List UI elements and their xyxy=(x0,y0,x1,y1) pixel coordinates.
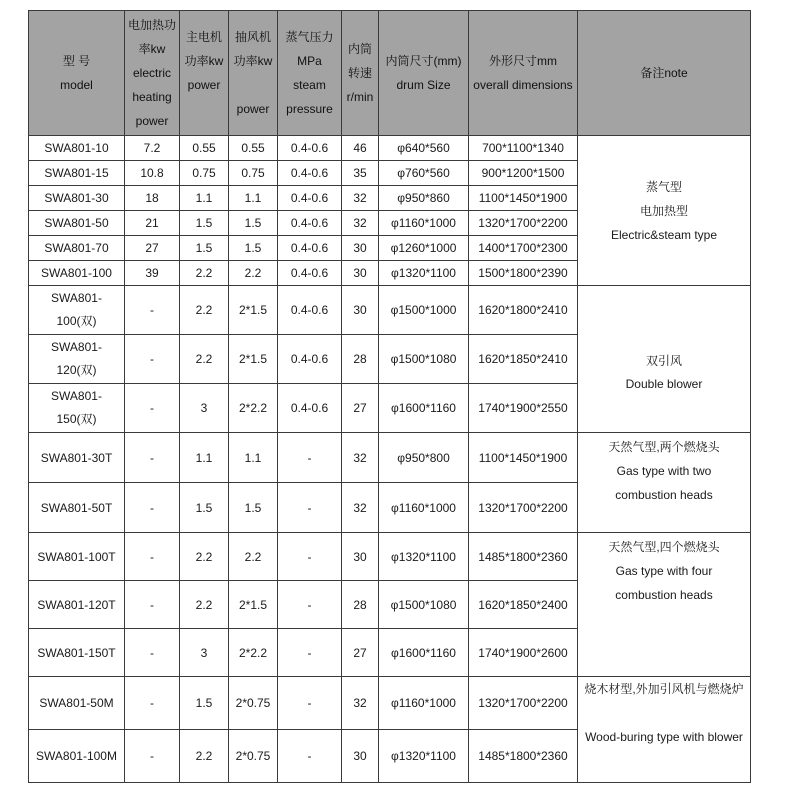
cell-steam: 0.4-0.6 xyxy=(278,186,342,211)
cell-model: SWA801-50 xyxy=(29,211,125,236)
cell-fan: 0.75 xyxy=(229,161,278,186)
cell-dims: 1100*1450*1900 xyxy=(469,186,578,211)
cell-steam: 0.4-0.6 xyxy=(278,286,342,335)
cell-steam: - xyxy=(278,581,342,629)
cell-dims: 1620*1850*2400 xyxy=(469,581,578,629)
cell-dims: 1485*1800*2360 xyxy=(469,730,578,783)
table-row xyxy=(29,286,751,335)
cell-motor: 2.2 xyxy=(180,581,229,629)
cell-heat: 7.2 xyxy=(125,136,180,161)
cell-motor: 3 xyxy=(180,629,229,677)
cell-heat: 27 xyxy=(125,236,180,261)
cell-steam: 0.4-0.6 xyxy=(278,161,342,186)
cell-fan: 1.5 xyxy=(229,211,278,236)
cell-motor: 2.2 xyxy=(180,730,229,783)
cell-motor: 1.5 xyxy=(180,483,229,533)
note-gas-four-heads: 天然气型,四个燃烧头 Gas type with four combustion heads xyxy=(578,533,751,677)
cell-motor: 2.2 xyxy=(180,286,229,335)
cell-drum: φ1600*1160 xyxy=(379,629,469,677)
cell-speed: 30 xyxy=(342,261,379,286)
cell-speed: 35 xyxy=(342,161,379,186)
cell-fan: 2*0.75 xyxy=(229,677,278,730)
cell-heat: 21 xyxy=(125,211,180,236)
cell-dims: 1400*1700*2300 xyxy=(469,236,578,261)
table-row xyxy=(29,433,751,483)
cell-model: SWA801-15 xyxy=(29,161,125,186)
cell-heat: - xyxy=(125,730,180,783)
cell-fan: 1.1 xyxy=(229,433,278,483)
cell-speed: 32 xyxy=(342,211,379,236)
cell-drum: φ950*800 xyxy=(379,433,469,483)
cell-speed: 30 xyxy=(342,236,379,261)
cell-fan: 2*0.75 xyxy=(229,730,278,783)
cell-motor: 1.1 xyxy=(180,186,229,211)
cell-drum: φ640*560 xyxy=(379,136,469,161)
cell-heat: - xyxy=(125,483,180,533)
cell-dims: 1620*1850*2410 xyxy=(469,335,578,384)
header-heating-power: 电加热功 率kw electric heating power xyxy=(125,11,180,136)
cell-model: SWA801- 100(双) xyxy=(29,286,125,335)
cell-heat: - xyxy=(125,335,180,384)
cell-drum: φ1600*1160 xyxy=(379,384,469,433)
cell-model: SWA801-10 xyxy=(29,136,125,161)
cell-speed: 32 xyxy=(342,677,379,730)
cell-model: SWA801-50T xyxy=(29,483,125,533)
cell-steam: 0.4-0.6 xyxy=(278,261,342,286)
cell-model: SWA801-100 xyxy=(29,261,125,286)
cell-drum: φ1160*1000 xyxy=(379,483,469,533)
cell-dims: 1485*1800*2360 xyxy=(469,533,578,581)
cell-heat: - xyxy=(125,433,180,483)
spec-table xyxy=(28,10,751,783)
header-drum-speed: 内筒 转速 r/min xyxy=(342,11,379,136)
cell-heat: - xyxy=(125,286,180,335)
cell-heat: - xyxy=(125,384,180,433)
cell-steam: 0.4-0.6 xyxy=(278,236,342,261)
cell-model: SWA801-150T xyxy=(29,629,125,677)
cell-speed: 30 xyxy=(342,730,379,783)
cell-model: SWA801-30T xyxy=(29,433,125,483)
cell-steam: - xyxy=(278,483,342,533)
cell-fan: 2*2.2 xyxy=(229,384,278,433)
cell-drum: φ950*860 xyxy=(379,186,469,211)
cell-drum: φ1160*1000 xyxy=(379,677,469,730)
note-electric-steam: 蒸气型 电加热型 Electric&steam type xyxy=(578,136,751,286)
cell-motor: 3 xyxy=(180,384,229,433)
cell-heat: - xyxy=(125,629,180,677)
cell-heat: 10.8 xyxy=(125,161,180,186)
cell-model: SWA801-120T xyxy=(29,581,125,629)
cell-dims: 1620*1800*2410 xyxy=(469,286,578,335)
cell-steam: - xyxy=(278,730,342,783)
cell-dims: 1320*1700*2200 xyxy=(469,483,578,533)
header-steam-pressure: 蒸气压力 MPa steam pressure xyxy=(278,11,342,136)
cell-drum: φ1320*1100 xyxy=(379,261,469,286)
table-row xyxy=(29,677,751,730)
cell-heat: 18 xyxy=(125,186,180,211)
cell-heat: - xyxy=(125,581,180,629)
cell-speed: 32 xyxy=(342,483,379,533)
header-row xyxy=(29,11,751,136)
cell-fan: 2*2.2 xyxy=(229,629,278,677)
cell-dims: 1320*1700*2200 xyxy=(469,677,578,730)
cell-motor: 2.2 xyxy=(180,335,229,384)
cell-dims: 1740*1900*2600 xyxy=(469,629,578,677)
cell-dims: 1500*1800*2390 xyxy=(469,261,578,286)
cell-drum: φ1160*1000 xyxy=(379,211,469,236)
cell-motor: 1.5 xyxy=(180,677,229,730)
note-gas-two-heads: 天然气型,两个燃烧头 Gas type with two combustion heads xyxy=(578,433,751,533)
cell-motor: 2.2 xyxy=(180,261,229,286)
table-row xyxy=(29,533,751,581)
cell-drum: φ1320*1100 xyxy=(379,730,469,783)
cell-model: SWA801-100T xyxy=(29,533,125,581)
cell-fan: 1.5 xyxy=(229,483,278,533)
header-model: 型 号 model xyxy=(29,11,125,136)
cell-dims: 900*1200*1500 xyxy=(469,161,578,186)
cell-speed: 32 xyxy=(342,433,379,483)
cell-speed: 32 xyxy=(342,186,379,211)
cell-motor: 0.75 xyxy=(180,161,229,186)
cell-drum: φ1500*1080 xyxy=(379,335,469,384)
cell-model: SWA801- 150(双) xyxy=(29,384,125,433)
cell-model: SWA801- 120(双) xyxy=(29,335,125,384)
cell-speed: 28 xyxy=(342,581,379,629)
cell-fan: 2*1.5 xyxy=(229,581,278,629)
cell-fan: 2.2 xyxy=(229,533,278,581)
cell-fan: 1.5 xyxy=(229,236,278,261)
cell-steam: 0.4-0.6 xyxy=(278,136,342,161)
cell-dims: 1100*1450*1900 xyxy=(469,433,578,483)
cell-drum: φ1500*1000 xyxy=(379,286,469,335)
cell-heat: - xyxy=(125,677,180,730)
cell-fan: 1.1 xyxy=(229,186,278,211)
cell-speed: 27 xyxy=(342,629,379,677)
cell-speed: 27 xyxy=(342,384,379,433)
cell-motor: 2.2 xyxy=(180,533,229,581)
header-drum-size: 内筒尺寸(mm) drum Size xyxy=(379,11,469,136)
cell-steam: - xyxy=(278,433,342,483)
cell-dims: 1740*1900*2550 xyxy=(469,384,578,433)
cell-speed: 30 xyxy=(342,286,379,335)
cell-motor: 1.5 xyxy=(180,211,229,236)
cell-motor: 0.55 xyxy=(180,136,229,161)
cell-model: SWA801-50M xyxy=(29,677,125,730)
cell-steam: 0.4-0.6 xyxy=(278,384,342,433)
header-note: 备注note xyxy=(578,11,751,136)
cell-drum: φ1320*1100 xyxy=(379,533,469,581)
cell-speed: 46 xyxy=(342,136,379,161)
cell-steam: - xyxy=(278,677,342,730)
header-motor-power: 主电机 功率kw power xyxy=(180,11,229,136)
cell-fan: 2*1.5 xyxy=(229,286,278,335)
cell-speed: 28 xyxy=(342,335,379,384)
cell-drum: φ760*560 xyxy=(379,161,469,186)
cell-dims: 1320*1700*2200 xyxy=(469,211,578,236)
note-wood-burning: 烧木材型,外加引风机与燃烧炉 Wood-buring type with blower xyxy=(578,677,751,783)
cell-dims: 700*1100*1340 xyxy=(469,136,578,161)
note-double-blower: 双引风 Double blower xyxy=(578,286,751,433)
cell-steam: 0.4-0.6 xyxy=(278,211,342,236)
cell-heat: - xyxy=(125,533,180,581)
cell-steam: - xyxy=(278,629,342,677)
cell-motor: 1.1 xyxy=(180,433,229,483)
table-row xyxy=(29,136,751,161)
cell-model: SWA801-70 xyxy=(29,236,125,261)
header-overall-dimensions: 外形尺寸mm overall dimensions xyxy=(469,11,578,136)
cell-model: SWA801-100M xyxy=(29,730,125,783)
cell-fan: 0.55 xyxy=(229,136,278,161)
header-fan-power: 抽风机 功率kw power xyxy=(229,11,278,136)
cell-drum: φ1260*1000 xyxy=(379,236,469,261)
cell-model: SWA801-30 xyxy=(29,186,125,211)
cell-heat: 39 xyxy=(125,261,180,286)
cell-fan: 2*1.5 xyxy=(229,335,278,384)
cell-motor: 1.5 xyxy=(180,236,229,261)
cell-drum: φ1500*1080 xyxy=(379,581,469,629)
cell-steam: - xyxy=(278,533,342,581)
cell-speed: 30 xyxy=(342,533,379,581)
cell-steam: 0.4-0.6 xyxy=(278,335,342,384)
cell-fan: 2.2 xyxy=(229,261,278,286)
